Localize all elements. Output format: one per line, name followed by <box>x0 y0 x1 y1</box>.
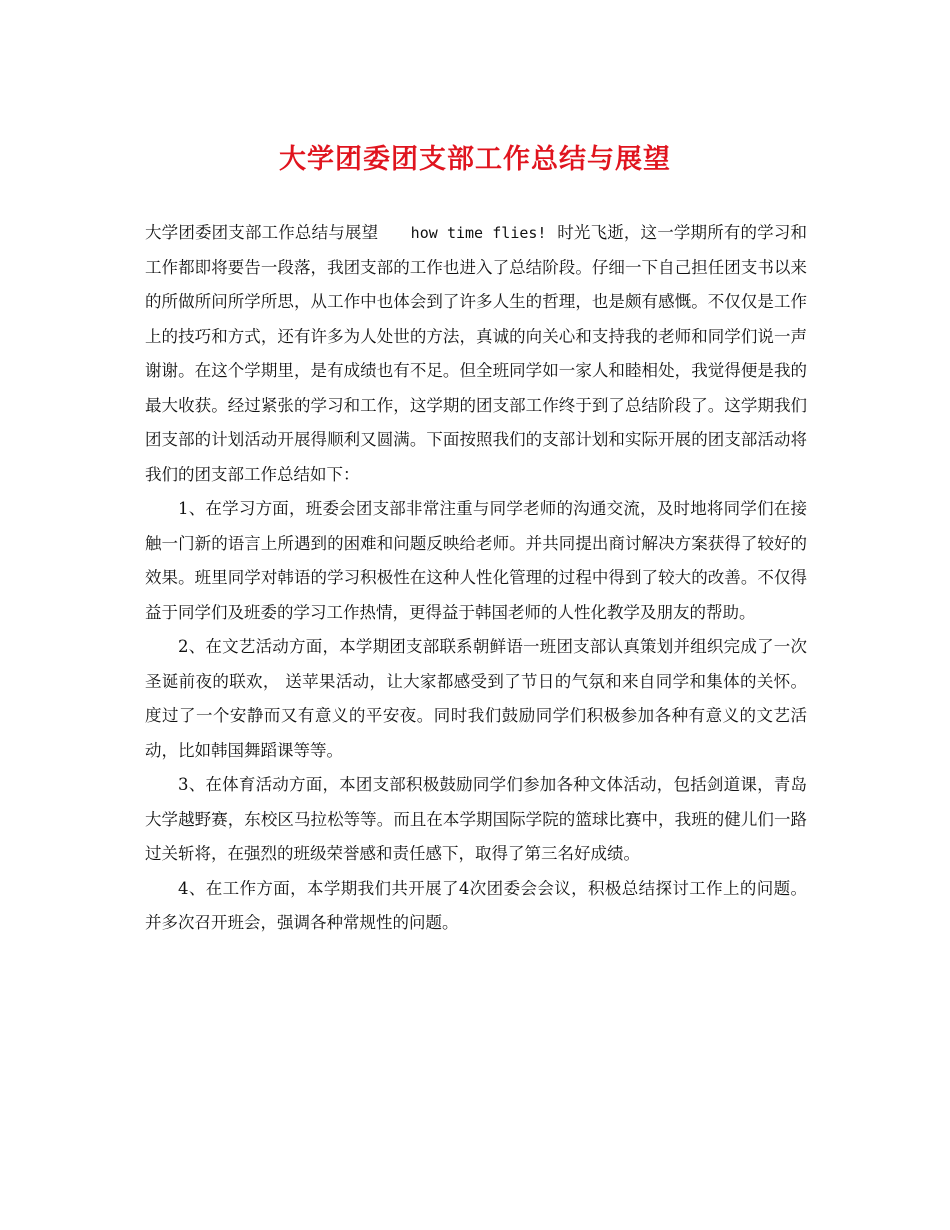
paragraph-sports: 3、在体育活动方面，本团支部积极鼓励同学们参加各种文体活动，包括剑道课，青岛大学越野赛，东校区马拉松等等。而且在本学期国际学院的篮球比赛中，我班的健儿们一路过关斩将，在强烈的班级荣誉感和责任感下，取得了第三名好成绩。 <box>145 775 807 863</box>
intro-paragraph <box>145 216 807 492</box>
paragraph-arts: 2、在文艺活动方面，本学期团支部联系朝鲜语一班团支部认真策划并组织完成了一次圣诞前夜的联欢， 送苹果活动，让大家都感受到了节日的气氛和来自同学和集体的关怀。度过了一个安静而又有意义的平安夜。同时我们鼓励同学们积极参加各种有意义的文艺活动，比如韩国舞蹈课等等。 <box>145 637 807 760</box>
paragraph-work: 4、在工作方面，本学期我们共开展了4次团委会会议，积极总结探讨工作上的问题。并多次召开班会，强调各种常规性的问题。 <box>145 878 807 932</box>
document-body <box>145 216 807 941</box>
intro-english: how time flies! <box>410 224 547 242</box>
paragraph-study: 1、在学习方面，班委会团支部非常注重与同学老师的沟通交流，及时地将同学们在接触一门新的语言上所遇到的困难和问题反映给老师。并共同提出商讨解决方案获得了较好的效果。班里同学对韩语的学习积极性在这种人性化管理的过程中得到了较大的改善。不仅得益于同学们及班委的学习工作热情，更得益于韩国老师的人性化教学及朋友的帮助。 <box>145 499 807 622</box>
intro-lead: 大学团委团支部工作总结与展望 <box>145 223 379 242</box>
intro-rest: 时光飞逝，这一学期所有的学习和工作都即将要告一段落，我团支部的工作也进入了总结阶段。仔细一下自己担任团支书以来的所做所问所学所思，从工作中也体会到了许多人生的哲理，也是颇有感慨。不仅仅是工作上的技巧和方式，还有许多为人处世的方法，真诚的向关心和支持我的老师和同学们说一声谢谢。在这个学期里，是有成绩也有不足。但全班同学如一家人和睦相处，我觉得便是我的最大收获。经过紧张的学习和工作，这学期的团支部工作终于到了总结阶段了。这学期我们团支部的计划活动开展得顺利又圆满。下面按照我们的支部计划和实际开展的团支部活动将我们的团支部工作总结如下： <box>145 223 807 484</box>
document-title: 大学团委团支部工作总结与展望 <box>279 144 671 175</box>
